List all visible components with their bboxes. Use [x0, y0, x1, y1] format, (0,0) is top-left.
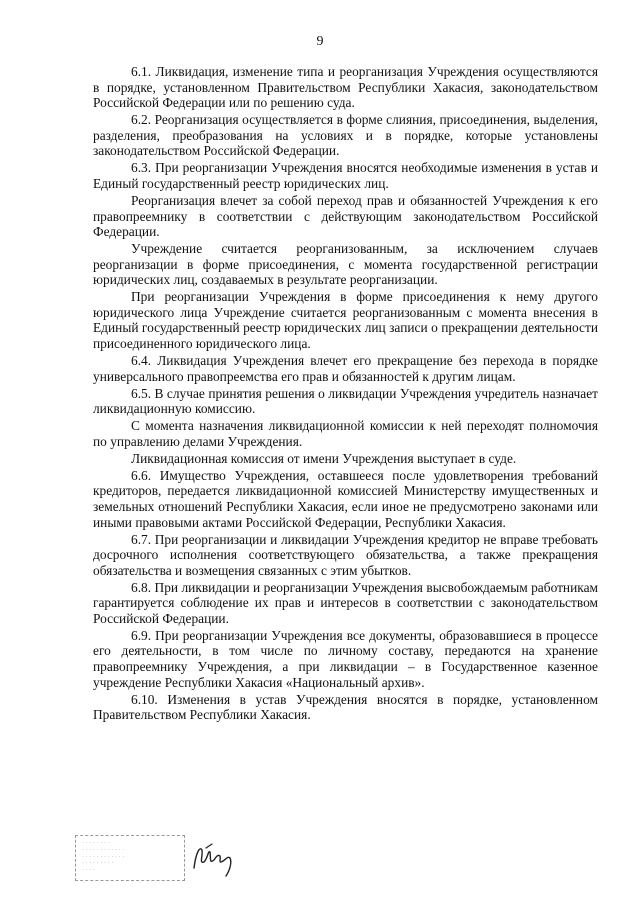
paragraph-commission-court: Ликвидационная комиссия от имени Учреждения выступает в суде.	[131, 450, 517, 466]
stamp-line: · · · ·	[82, 867, 95, 874]
paragraph-reorg-merger: При реорганизации Учреждения в форме присоединения к нему другого юридического лица Учреждение считается реорганизованным с момента внесения в Единый государственный реестр юридических лиц записи о прекращении деятельности присоединенного юридического лица.	[93, 289, 598, 352]
paragraph-6-10: 6.10. Изменения в устав Учреждения вносятся в порядке, установленном Правительством Республики Хакасия.	[93, 691, 598, 723]
paragraph-6-7: 6.7. При реорганизации и ликвидации Учреждения кредитор не вправе требовать досрочного исполнения соответствующего обязательства, а также прекращения обязательства и возмещения связанных с этим убытков.	[93, 531, 598, 578]
paragraph-6-9: 6.9. При реорганизации Учреждения все документы, образовавшиеся в процессе его деятельности, в том числе по личному составу, передаются на хранение правопреемнику Учреждения, а при ликвидации – в Государственное казенное учреждение Республики Хакасия «Национальный архив».	[93, 627, 598, 690]
paragraph-6-1: 6.1. Ликвидация, изменение типа и реорганизация Учреждения осуществляются в порядке, установленном Правительством Республики Хакасия, законодательством Российской Федерации или по решению суда.	[93, 64, 598, 111]
stamp-line: · · · · · · · · · · · ·	[82, 846, 125, 853]
paragraph-6-5: 6.5. В случае принятия решения о ликвидации Учреждения учредитель назначает ликвидационную комиссию.	[93, 385, 598, 417]
paragraph-6-4: 6.4. Ликвидация Учреждения влечет его прекращение без перехода в порядке универсального правопреемства его прав и обязанностей к другим лицам.	[93, 353, 598, 384]
paragraph-reorg-moment: Учреждение считается реорганизованным, за исключением случаев реорганизации в форме присоединения, с момента государственной регистрации юридических лиц, создаваемых в результате реорганизации.	[93, 241, 598, 288]
page-number: 9	[316, 34, 324, 49]
paragraph-6-3: 6.3. При реорганизации Учреждения вносятся необходимые изменения в устав и Единый государственный реестр юридических лиц.	[93, 160, 598, 191]
registration-stamp	[75, 835, 185, 881]
paragraph-commission-powers: С момента назначения ликвидационной комиссии к ней переходят полномочия по управлению делами Учреждения.	[93, 418, 598, 449]
stamp-line: · · · · · · · ·	[82, 840, 110, 846]
paragraph-6-8: 6.8. При ликвидации и реорганизации Учреждения высвобождаемым работникам гарантируется соблюдение их прав и интересов в соответствии с законодательством Российской Федерации.	[93, 579, 598, 626]
handwritten-signature	[190, 838, 242, 878]
stamp-line: · · · · · · · · · · · ·	[82, 853, 125, 860]
paragraph-6-2: 6.2. Реорганизация осуществляется в форме слияния, присоединения, выделения, разделения, преобразования на условиях и в порядке, которые установлены законодательством Российской Федерации.	[93, 112, 598, 159]
stamp-line: · · · · · · · · ·	[82, 860, 114, 867]
document-body	[93, 64, 598, 724]
paragraph-reorg-transfer: Реорганизация влечет за собой переход прав и обязанностей Учреждения к его правопреемнику в соответствии с действующим законодательством Российской Федерации.	[93, 192, 598, 240]
paragraph-6-6: 6.6. Имущество Учреждения, оставшееся после удовлетворения требований кредиторов, передается ликвидационной комиссией Министерству имущественных и земельных отношений Республики Хакасия, если иное не предусмотрено законами или иными правовыми актами Российской Федерации, Республики Хакасия.	[93, 467, 598, 530]
